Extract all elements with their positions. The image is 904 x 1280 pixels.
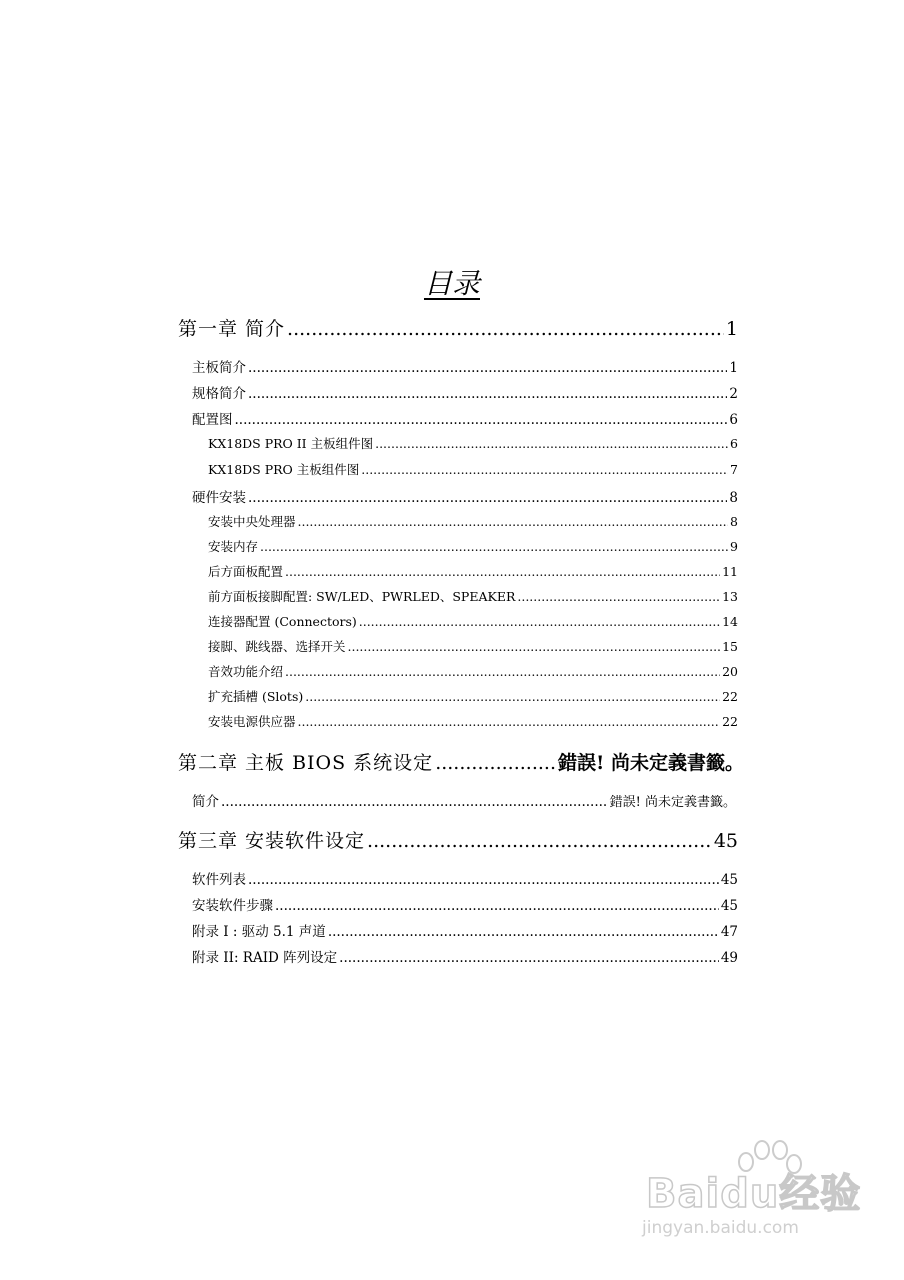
baidu-watermark	[636, 1140, 866, 1250]
toc-entry-label: 第三章 安装软件设定	[178, 830, 366, 852]
toc-entry-label: 附录 I : 驱动 5.1 声道	[192, 924, 326, 940]
toc-entry-page: 8	[730, 514, 738, 529]
toc-entry-chapter-2[interactable]	[178, 748, 744, 774]
dot-leader	[375, 436, 728, 451]
dot-leader	[248, 872, 719, 888]
dot-leader	[517, 589, 720, 604]
dot-leader	[248, 490, 727, 506]
dot-leader	[298, 514, 729, 529]
toc-entry-label: 主板简介	[192, 360, 246, 376]
toc-entry[interactable]	[192, 408, 738, 428]
toc-entry-page: 錯誤! 尚未定義書籤。	[609, 795, 736, 810]
toc-entry-label: 安装软件步骤	[192, 898, 273, 914]
dot-leader	[348, 639, 721, 654]
toc-entry-label: 配置图	[192, 412, 233, 428]
toc-entry[interactable]	[208, 587, 738, 607]
toc-entry-label: 连接器配置 (Connectors)	[208, 614, 357, 629]
toc-entry-page: 錯誤! 尚未定義書籤。	[558, 752, 744, 774]
toc-entry-page: 8	[729, 490, 738, 506]
toc-entry-label: 硬件安装	[192, 490, 246, 506]
toc-entry-page: 6	[730, 436, 738, 451]
toc-entry[interactable]	[192, 868, 738, 888]
toc-entry-label: 后方面板配置	[208, 564, 284, 579]
toc-entry[interactable]	[208, 637, 738, 657]
toc-entry-label: 第一章 简介	[178, 318, 286, 340]
toc-entry[interactable]	[192, 920, 738, 940]
toc-entry-label: 前方面板接脚配置: SW/LED、PWRLED、SPEAKER	[208, 589, 516, 604]
toc-entry-page: 13	[722, 589, 738, 604]
toc-entry-label: 规格简介	[192, 386, 246, 402]
toc-entry[interactable]	[192, 946, 738, 966]
dot-leader	[359, 614, 720, 629]
dot-leader	[248, 360, 727, 376]
dot-leader	[298, 714, 721, 729]
toc-entry-page: 7	[730, 462, 738, 477]
toc-entry-label: 扩充插槽 (Slots)	[208, 689, 304, 704]
toc-entry[interactable]	[208, 434, 738, 454]
dot-leader	[361, 462, 728, 477]
toc-entry-label: 安装内存	[208, 539, 259, 554]
toc-entry-page: 1	[725, 318, 738, 340]
dot-leader	[260, 539, 728, 554]
toc-entry-page: 45	[713, 830, 738, 852]
dot-leader	[339, 950, 719, 966]
toc-entry[interactable]	[208, 562, 738, 582]
toc-entry-label: 附录 II: RAID 阵列设定	[192, 950, 338, 966]
toc-entry-label: KX18DS PRO II 主板组件图	[208, 436, 374, 451]
toc-entry-page: 49	[720, 950, 738, 966]
toc-entry-chapter-3[interactable]	[178, 826, 738, 852]
toc-entry-label: 接脚、跳线器、选择开关	[208, 639, 346, 654]
toc-entry-page: 6	[729, 412, 738, 428]
toc-entry-label: 音效功能介绍	[208, 664, 284, 679]
toc-entry[interactable]	[208, 460, 738, 480]
dot-leader	[287, 318, 724, 340]
toc-entry-page: 45	[720, 898, 738, 914]
dot-leader	[235, 412, 728, 428]
toc-entry-page: 14	[722, 614, 738, 629]
toc-entry-chapter-1[interactable]	[178, 314, 738, 340]
toc-entry[interactable]	[208, 687, 738, 707]
dot-leader	[285, 664, 720, 679]
dot-leader	[328, 924, 719, 940]
toc-entry-page: 2	[729, 386, 738, 402]
dot-leader	[275, 898, 719, 914]
toc-entry-page: 1	[729, 360, 738, 376]
dot-leader	[285, 564, 720, 579]
toc-entry[interactable]	[208, 512, 738, 532]
toc-entry-page: 22	[722, 689, 738, 704]
toc-entry-page: 45	[720, 872, 738, 888]
toc-entry-label: 第二章 主板 BIOS 系统设定	[178, 752, 434, 774]
toc-entry-label: 软件列表	[192, 872, 246, 888]
dot-leader	[221, 794, 608, 810]
dot-leader	[248, 386, 727, 402]
toc-entry-page: 47	[720, 924, 738, 940]
toc-entry[interactable]	[208, 662, 738, 682]
watermark-brand: Baidu经验	[646, 1171, 862, 1217]
dot-leader	[305, 689, 720, 704]
dot-leader	[435, 752, 556, 774]
toc-entry[interactable]	[192, 486, 738, 506]
toc-title: 目录	[423, 267, 480, 300]
dot-leader	[367, 830, 712, 852]
toc-entry[interactable]	[192, 790, 736, 810]
toc-entry[interactable]	[208, 537, 738, 557]
toc-entry-label: 安装中央处理器	[208, 514, 296, 529]
toc-entry[interactable]	[208, 712, 738, 732]
toc-entry-page: 20	[722, 664, 738, 679]
toc-entry-label: 安装电源供应器	[208, 714, 296, 729]
toc-entry-page: 15	[722, 639, 738, 654]
toc-entry[interactable]	[192, 356, 738, 376]
toc-entry-page: 11	[722, 564, 738, 579]
toc-entry-label: KX18DS PRO 主板组件图	[208, 462, 360, 477]
toc-entry-label: 简介	[192, 794, 219, 810]
toc-entry-page: 9	[730, 539, 738, 554]
watermark-url: jingyan.baidu.com	[642, 1218, 799, 1238]
toc-entry-page: 22	[722, 714, 738, 729]
toc-entry[interactable]	[192, 382, 738, 402]
toc-entry[interactable]	[208, 612, 738, 632]
toc-entry[interactable]	[192, 894, 738, 914]
